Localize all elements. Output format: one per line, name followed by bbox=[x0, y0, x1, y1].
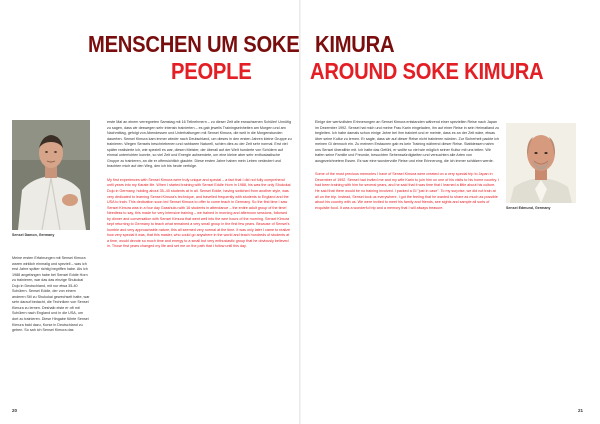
paragraph-english: My first experiences with Sensei Kimura were truly unique and special – a fact that I did not fully comprehend until years into my Karate life. When I started training with Sensei Eddie Horn in 1988, his was the only Shukokai Dojo in Germany, holding about 35–40 students at in all. Sensei Eddie, having switched from another style, was very dedicated to learning Sensei Kimura's technique, and travelled frequently with students to England and the USA to train. This dedication soon led Sensei Kimura to offer to come teach in Germany. So the first time I saw Sensei Kimura was in a four day Gasshuku with 16 students in attendance – the entire adult group of the time! Needless to say, this made for very intensive training – we trained in morning and afternoon sessions, followed by dinner and conversation with Sensei Kimura that went well into the wee hours of the morning. Sensei Kimura kept returning to Germany to teach what remained a very small group in the first few years. Because of Sensei's humble and very approachable nature, this all seemed very normal at the time. It was only later I came to realize how very special it was, that this master, who could go anywhere in the world and teach hundreds of students at a time, would devote so much time and energy to a small but very enthusiastic group that he obviously believed in. Those first years changed my life and set me on the path that I follow until this day. bbox=[107, 177, 291, 249]
title-german-right: KIMURA bbox=[315, 31, 395, 57]
paragraph-german: Meine ersten Erfahrungen mit Sensei Kimura waren wirklich einmalig und speziell – was ich erst Jahre später richtig begriffen habe. Als ich 1988 angefangen habe bei Sensei Eddie Horn zu trainieren, war das das einzige Shukokai Dojo in Deutschland, mit nur etwa 35-40 Schülern. Sensei Eddie, der von einem anderen Stil zu Shukokai gewechselt hatte, war sehr darauf bedacht, die Techniken von Sensei Kimura zu lernen. Deshalb eiste er oft mit Schülern nach England und in die USA, um dort zu trainieren. Diese Hingabe führte Sensei Kimura bald dazu, Kurse in Deutschland zu geben. So sah ich Sensei Kimura das bbox=[12, 256, 90, 333]
sensei-damon-photo bbox=[12, 120, 90, 230]
page-fold bbox=[299, 0, 301, 424]
sensei-edmund-photo bbox=[506, 123, 576, 203]
sensei-damon-portrait bbox=[12, 120, 90, 230]
text-column-right bbox=[315, 120, 500, 211]
photo-caption-right: Sensei Edmund, Germany bbox=[506, 206, 551, 210]
paragraph-english: Some of the most precious memories I have of Sensei Kimura were created on a very special trip to Japan in December of 1992. Sensei had invited me and my wife Karin to join him on one of his visits to his home country. I had been training with him for several years, and he said that it was time that I learned a little about his culture. He said that there would be no training involved. I packed a Gi "just in case". To my surprise, we did not train at all on the trip. Instead, Sensei took us everywhere. I got the feeling that he wanted to share as much as possible about his country with us. We were invited to meet his family and friends, see sights and sample all sorts of exquisite food. It was a wonderful trip and a memory that I will always treasure. bbox=[315, 172, 500, 210]
title-english-left: PEOPLE bbox=[171, 58, 252, 84]
paragraph-german: erste Mal an einem verregneten Samstag mit 16 Teilnehmern – zu dieser Zeit alle erwachsenen Schüler! Unnötig zu sagen, dass wir deswegen sehr intensiv trainierten – es gab jeweils Trainingseinheiten am Morgen und am Nachmittag, gefolgt von Abendessen und Unterhaltungen mit Sensei Kimura, die weit in die Morgenstunden dauerten. Sensei Kimura kam immer wieder nach Deutschland, um dieses in den ersten Jahren kleine Gruppe zu trainieren. Wegen Senseis beschriebenen und nahbaren Naturell, schien dies zu der Zeit sehr normal. Erst viel später realisierte ich, wie speziell es war, diesen Meister, der überall auf der Welt hunderte von Schülern auf einmal unterrichten konnte, so viel Zeit und Energie aufwendete, um eine kleine aber sehr enthusiastische Gruppe zu trainieren, an die er offensichtlich glaubte. Diese ersten Jahre haben mein Leben verändert und brachten mich auf den Weg, den ich bis heute verfolge. bbox=[107, 120, 292, 169]
photo-caption-left: Sensei Damon, Germany bbox=[12, 233, 55, 237]
title-german-left: MENSCHEN UM SOKE bbox=[88, 31, 300, 57]
text-column-left bbox=[12, 256, 90, 334]
title-english-right: AROUND SOKE KIMURA bbox=[310, 58, 544, 84]
sensei-edmund-portrait bbox=[506, 123, 576, 203]
text-column-center-left bbox=[107, 120, 292, 250]
page-number-left: 20 bbox=[12, 408, 18, 413]
paragraph-german: Einige der wertvollsten Erinnerungen an Sensei Kimura entstanden während einer speziellen Reise nach Japan im Dezember 1992. Sensei hat mich und meine Frau Karin eingeladen, ihn auf einer Reise in sein Heimatland zu begleiten. Ich habe damals schon einige Jahre bei ihm trainiert und er meinte, dass es an der Zeit wäre, etwas über seine Kultur zu lernen. Er sagte, dass wir auf dieser Reise nicht trainieren würden. Zur Sicherheit packte ich meinen Gi dennoch ein. Zu meinem Erstaunen gab es kein Training während dieser Reise. Stattdessen nahm uns Sensei überallhin mit. Ich hatte das Gefühl, er wollte so viel wie möglich seiner Kultur mit uns teilen. Wir trafen seine Familie und Freunde, besuchten Sehenswürdigkeiten und versuchten alle Arten von ausgezeichnetem Essen. Es war eine wundervolle Reise und eine Erinnerung, die ich immer schätzen werde. bbox=[315, 120, 500, 163]
page-number-right: 21 bbox=[578, 408, 584, 413]
